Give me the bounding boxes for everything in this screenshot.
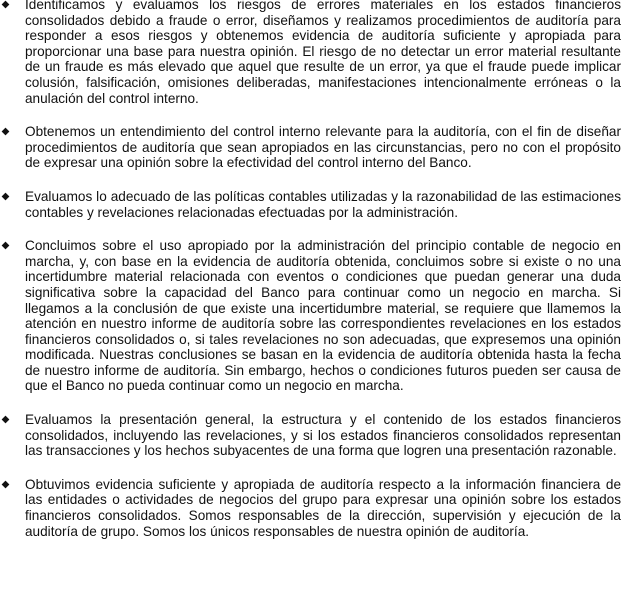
bullet-item-internal-control bbox=[0, 124, 624, 171]
diamond-bullet-icon bbox=[2, 416, 10, 424]
bullet-item-overall-presentation bbox=[0, 412, 624, 459]
bullet-item-going-concern bbox=[0, 238, 624, 394]
diamond-bullet-icon bbox=[2, 193, 10, 201]
bullet-text: Obtenemos un entendimiento del control interno relevante para la auditoría, con el fin de diseñar procedimientos de auditoría que sean apropiados en las circunstancias, pero no con el propósito de expresar una opinión sobre la efectividad del control interno del Banco. bbox=[25, 124, 621, 171]
bullet-item-accounting-policies bbox=[0, 189, 624, 220]
bullet-text: Identificamos y evaluamos los riesgos de errores materiales en los estados financieros consolidados debido a fraude o error, diseñamos y realizamos procedimientos de auditoría para responder a esos riesgos y obtenemos evidencia de auditoría suficiente y apropiada para proporcionar una base para nuestra opinión. El riesgo de no detectar un error material resultante de un fraude es más elevado que aquel que resulte de un error, ya que el fraude puede implicar colusión, falsificación, omisiones deliberadas, manifestaciones intencionalmente erróneas o la anulación del control interno. bbox=[25, 0, 621, 106]
bullet-text: Concluimos sobre el uso apropiado por la administración del principio contable de negocio en marcha, y, con base en la evidencia de auditoría obtenida, concluimos sobre si existe o no una incertidumbre material relacionada con eventos o condiciones que puedan generar una duda significativa sobre la capacidad del Banco para continuar como un negocio en marcha. Si llegamos a la conclusión de que existe una incertidumbre material, se requiere que llamemos la atención en nuestro informe de auditoría sobre las correspondientes revelaciones en los estados financieros consolidados o, si tales revelaciones no son adecuadas, que expresemos una opinión modificada. Nuestras conclusiones se basan en la evidencia de auditoría obtenida hasta la fecha de nuestro informe de auditoría. Sin embargo, hechos o condiciones futuros pueden ser causa de que el Banco no pueda continuar como un negocio en marcha. bbox=[25, 238, 621, 394]
bullet-item-risk-identification bbox=[0, 0, 624, 106]
diamond-bullet-icon bbox=[2, 1, 10, 9]
bullet-text: Evaluamos la presentación general, la estructura y el contenido de los estados financieros consolidados, incluyendo las revelaciones, y si los estados financieros consolidados representan las transacciones y los hechos subyacentes de una forma que logren una presentación razonable. bbox=[25, 412, 621, 459]
bullet-item-group-audit-evidence bbox=[0, 477, 624, 539]
bullet-text: Evaluamos lo adecuado de las políticas contables utilizadas y la razonabilidad de las estimaciones contables y revelaciones relacionadas efectuadas por la administración. bbox=[25, 188, 621, 220]
bullet-text: Obtuvimos evidencia suficiente y apropiada de auditoría respecto a la información financiera de las entidades o actividades de negocios del grupo para expresar una opinión sobre los estados financieros consolidados. Somos responsables de la dirección, supervisión y ejecución de la auditoría de grupo. Somos los únicos responsables de nuestra opinión de auditoría. bbox=[25, 476, 621, 539]
diamond-bullet-icon bbox=[2, 242, 10, 250]
diamond-bullet-icon bbox=[2, 480, 10, 488]
diamond-bullet-icon bbox=[2, 128, 10, 136]
